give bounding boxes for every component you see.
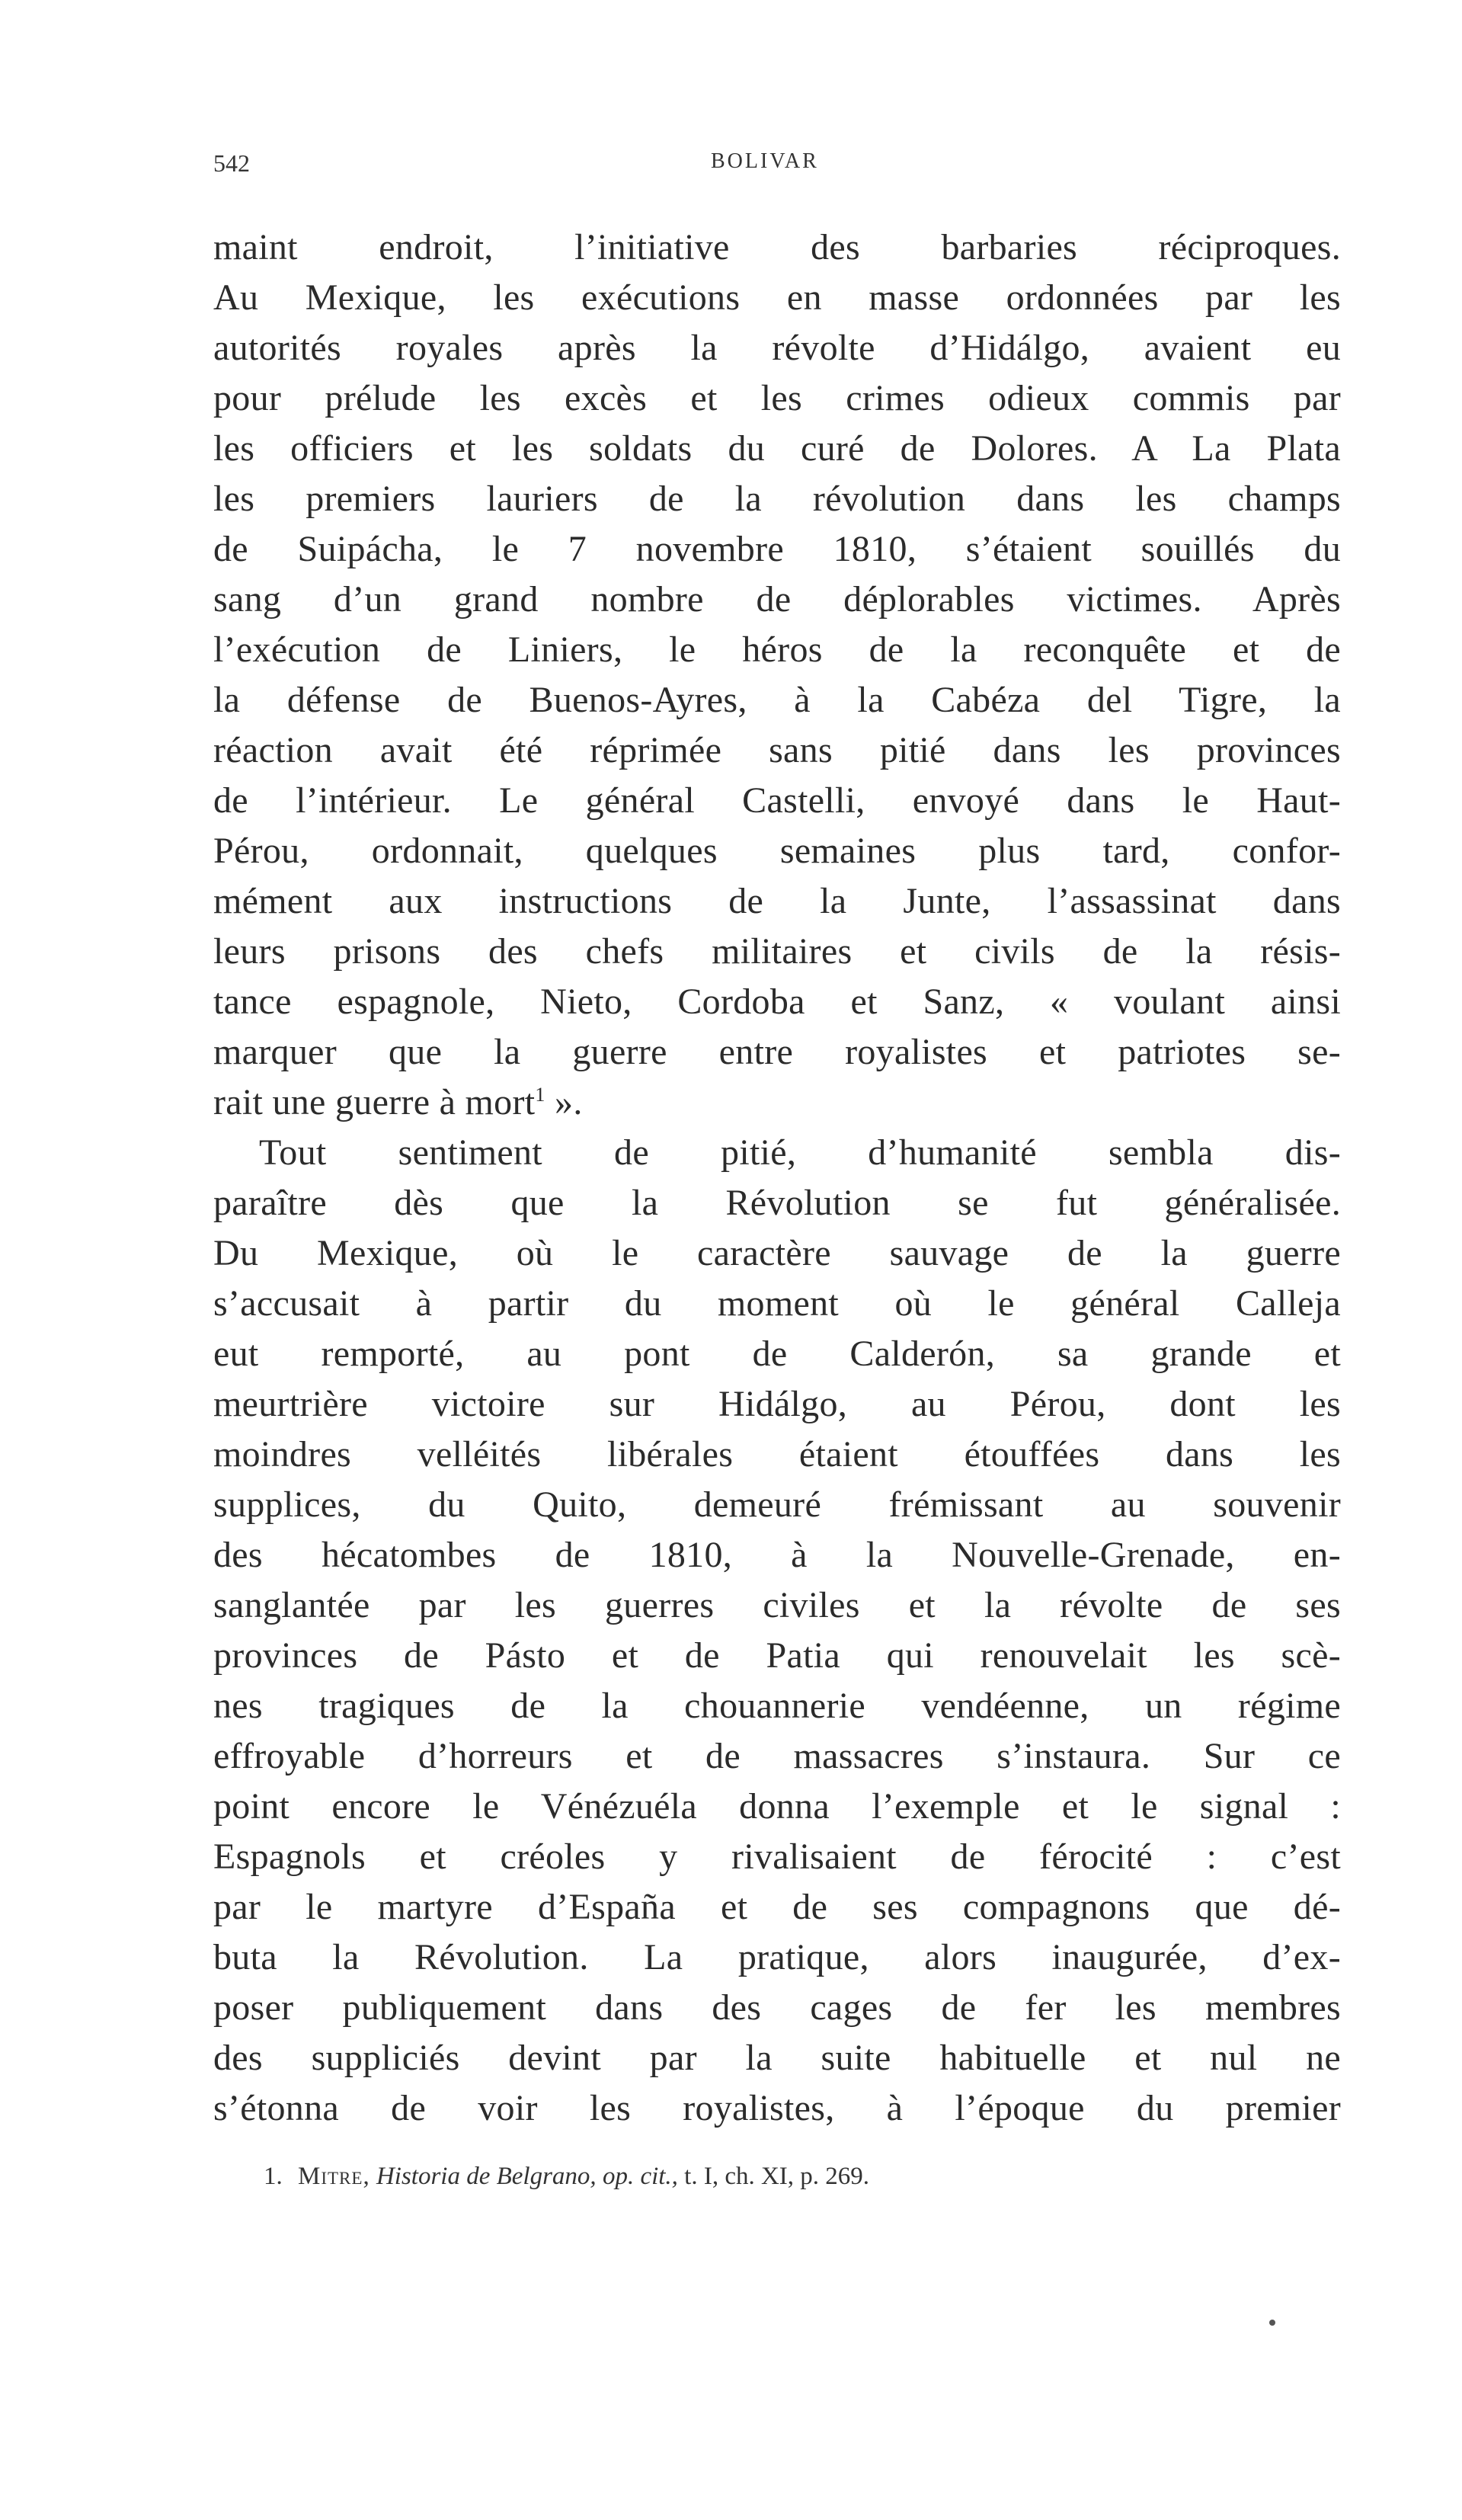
text-line: moindres velléités libérales étaient étouffées dans les — [213, 1434, 1341, 1475]
line-text: rait une guerre à mort — [213, 1082, 536, 1122]
text-line: sang d’un grand nombre de déplorables victimes. Après — [213, 579, 1341, 620]
text-line: l’exécution de Liniers, le héros de la reconquête et de — [213, 629, 1341, 670]
text-line: Du Mexique, où le caractère sauvage de la guerre — [213, 1233, 1341, 1273]
body-text — [213, 223, 1341, 2134]
text-line: effroyable d’horreurs et de massacres s’instaura. Sur ce — [213, 1736, 1341, 1776]
text-line: Pérou, ordonnait, quelques semaines plus tard, confor- — [213, 831, 1341, 871]
text-line: mément aux instructions de la Junte, l’assassinat dans — [213, 881, 1341, 921]
text-line: s’accusait à partir du moment où le général Calleja — [213, 1283, 1341, 1324]
text-line: Espagnols et créoles y rivalisaient de férocité : c’est — [213, 1836, 1341, 1877]
text-line: par le martyre d’España et de ses compagnons que dé- — [213, 1887, 1341, 1927]
footnote — [264, 2163, 1330, 2191]
text-line: meurtrière victoire sur Hidálgo, au Pérou, dont les — [213, 1384, 1341, 1424]
text-line: provinces de Pásto et de Patia qui renouvelait les scè- — [213, 1635, 1341, 1676]
text-line: des suppliciés devint par la suite habituelle et nul ne — [213, 2038, 1341, 2078]
page-number: 542 — [213, 149, 250, 177]
running-head — [213, 149, 1341, 180]
text-line: paraître dès que la Révolution se fut généralisée. — [213, 1183, 1341, 1223]
print-speck — [1269, 2320, 1275, 2326]
footnote-reference[interactable]: 1 — [535, 1084, 545, 1106]
text-line: leurs prisons des chefs militaires et civils de la résis- — [213, 931, 1341, 972]
text-line: sanglantée par les guerres civiles et la révolte de ses — [213, 1585, 1341, 1625]
text-line: de l’intérieur. Le général Castelli, envoyé dans le Haut- — [213, 780, 1341, 821]
text-line: les premiers lauriers de la révolution dans les champs — [213, 479, 1341, 519]
text-line: les officiers et les soldats du curé de Dolores. A La Plata — [213, 428, 1341, 469]
footnote-op-cit: op. cit., — [602, 2163, 678, 2190]
text-line: de Suipácha, le 7 novembre 1810, s’étaient souillés du — [213, 529, 1341, 569]
footnote-location: t. I, ch. XI, p. 269. — [684, 2163, 870, 2190]
text-line: s’étonna de voir les royalistes, à l’époque du premier — [213, 2088, 1341, 2128]
text-line: pour prélude les excès et les crimes odieux commis par — [213, 378, 1341, 418]
text-line: buta la Révolution. La pratique, alors inaugurée, d’ex- — [213, 1937, 1341, 1977]
footnote-author: Mitre, — [298, 2163, 370, 2190]
closing-quote: ». — [545, 1082, 583, 1122]
text-line: tance espagnole, Nieto, Cordoba et Sanz, « voulant ainsi — [213, 981, 1341, 1022]
text-line: marquer que la guerre entre royalistes et patriotes se- — [213, 1032, 1341, 1072]
running-title: BOLIVAR — [711, 149, 819, 173]
text-line-paragraph-end — [213, 1077, 1341, 1128]
text-line: des hécatombes de 1810, à la Nouvelle-Grenade, en- — [213, 1535, 1341, 1575]
text-line: supplices, du Quito, demeuré frémissant au souvenir — [213, 1484, 1341, 1525]
text-line-paragraph-start: Tout sentiment de pitié, d’humanité sembla dis- — [259, 1132, 1341, 1173]
text-line: maint endroit, l’initiative des barbaries réciproques. — [213, 227, 1341, 267]
text-line: point encore le Vénézuéla donna l’exemple et le signal : — [213, 1786, 1341, 1827]
footnote-work-title: Historia de Belgrano, — [376, 2163, 597, 2190]
text-line: poser publiquement dans des cages de fer les membres — [213, 1987, 1341, 2028]
text-line: réaction avait été réprimée sans pitié dans les provinces — [213, 730, 1341, 770]
text-line: la défense de Buenos-Ayres, à la Cabéza del Tigre, la — [213, 680, 1341, 720]
text-line: nes tragiques de la chouannerie vendéenne, un régime — [213, 1686, 1341, 1726]
text-line: eut remporté, au pont de Calderón, sa grande et — [213, 1334, 1341, 1374]
text-line: Au Mexique, les exécutions en masse ordonnées par les — [213, 277, 1341, 318]
text-line: autorités royales après la révolte d’Hidálgo, avaient eu — [213, 328, 1341, 368]
footnote-number: 1. — [264, 2163, 283, 2190]
